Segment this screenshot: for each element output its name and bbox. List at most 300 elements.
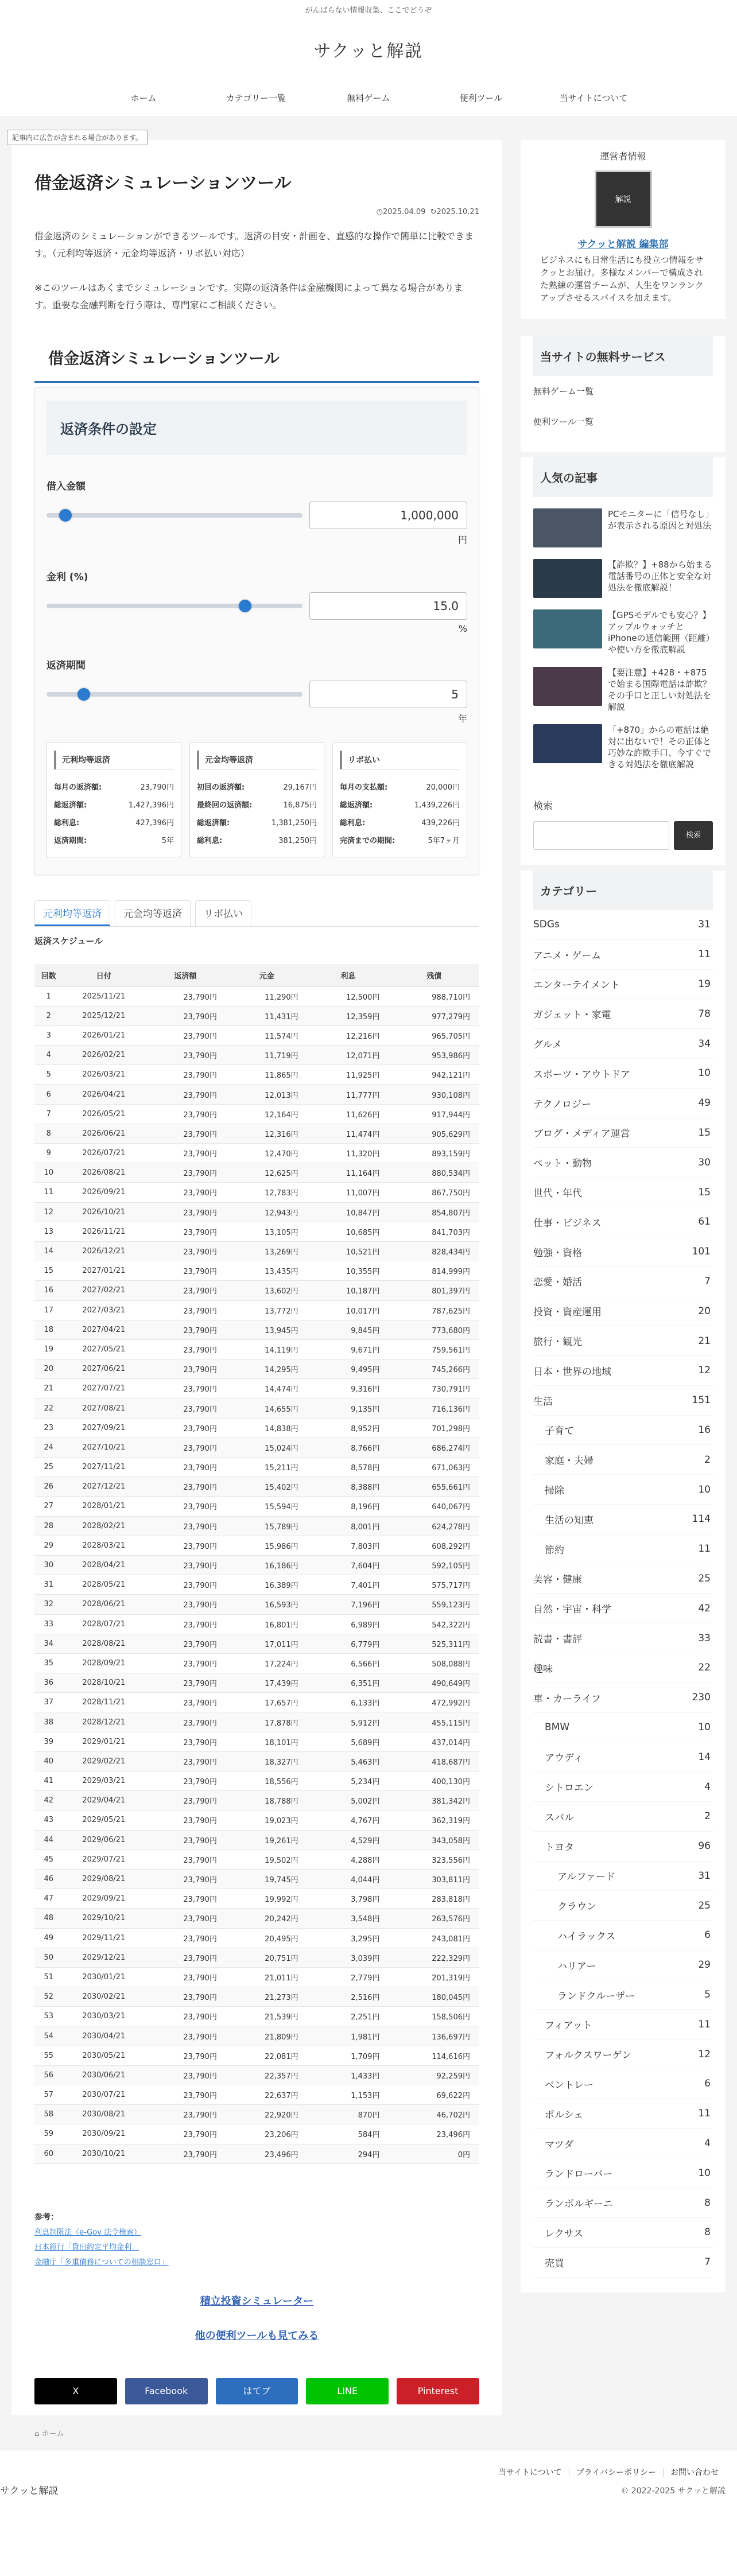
category-item[interactable] [533,1029,713,1059]
card-value: 381,250円 [278,837,317,845]
card-key: 総利息: [340,819,366,827]
table-row [34,1261,479,1281]
table-cell: 41 [34,1771,63,1791]
tab-3[interactable]: リボ払い [195,900,251,926]
table-cell: 2026/01/21 [63,1025,145,1045]
table-row [34,1712,479,1732]
category-item[interactable] [533,1059,713,1089]
category-item[interactable] [533,1118,713,1148]
category-item[interactable] [533,2099,713,2129]
table-cell: 3,039円 [308,1948,389,1967]
range-slider[interactable] [46,692,302,697]
table-cell: 5,463円 [308,1751,389,1771]
table-cell: 23,790円 [145,1771,226,1791]
table-cell: 10,187円 [308,1281,389,1300]
table-cell: 525,311円 [389,1634,479,1653]
table-cell: 23,790円 [145,1124,226,1143]
table-row [34,1104,479,1124]
category-item[interactable] [533,1326,713,1356]
table-row [34,1458,479,1477]
table-cell: 584円 [308,2124,389,2144]
category-item[interactable] [533,1772,713,1802]
table-cell: 1,153円 [308,2085,389,2105]
category-item[interactable] [533,1237,713,1267]
number-input[interactable]: 1,000,000 [309,502,467,529]
nav-item[interactable]: ホーム [130,93,157,103]
category-name: 仕事・ビジネス [533,1217,602,1229]
table-cell: 23,790円 [145,1810,226,1830]
card-row [197,831,317,849]
category-item[interactable] [533,1891,713,1921]
table-cell: 23,790円 [145,1909,226,1928]
table-cell: 2029/01/21 [63,1732,145,1751]
category-item[interactable] [533,940,713,970]
table-row [34,1555,479,1575]
table-cell: 294円 [308,2144,389,2163]
category-item[interactable] [533,1742,713,1772]
table-cell: 5,689円 [308,1732,389,1751]
category-name: 生活 [533,1396,553,1408]
table-header: 日付 [63,964,145,986]
popular-item[interactable] [533,724,713,770]
unit-label: 年 [457,713,467,724]
nav-item[interactable]: 無料ゲーム [347,93,390,103]
search-label: 検索 [533,801,553,812]
category-item[interactable] [533,2188,713,2218]
table-row [34,1437,479,1457]
category-name: 売買 [545,2258,564,2270]
bottom-link[interactable]: 他の便利ツールも見てみる [195,2329,319,2342]
category-name: 恋愛・婚活 [533,1277,582,1289]
card-value: 5年 [161,837,174,845]
category-item[interactable] [533,1951,713,1980]
footer-link[interactable]: 当サイトについて [491,2468,569,2477]
table-cell: 2029/12/21 [63,1948,145,1967]
table-cell: 624,278円 [389,1516,479,1536]
category-name: 家庭・夫婦 [545,1455,594,1467]
table-cell: 36 [34,1673,63,1693]
table-cell: 17,011円 [226,1634,308,1653]
category-count: 15 [698,1186,711,1198]
category-count: 230 [692,1692,711,1704]
table-cell: 814,999円 [389,1261,479,1281]
table-row [34,1575,479,1595]
table-cell: 23,790円 [145,1948,226,1967]
category-name: 掃除 [545,1485,564,1497]
card-key: 初回の返済額: [197,783,245,792]
table-row [34,1222,479,1241]
category-item[interactable] [533,2218,713,2248]
card-row [340,813,460,831]
card-row [197,795,317,813]
site-title[interactable]: サクッと解説 [313,41,424,61]
category-item[interactable] [533,1416,713,1446]
category-item[interactable] [533,1267,713,1297]
table-cell: 15,986円 [226,1536,308,1555]
table-cell: 23,790円 [145,1065,226,1085]
table-cell: 17 [34,1300,63,1320]
nav-item[interactable]: 便利ツール [459,93,503,103]
table-row [34,1202,479,1222]
card-key: 完済までの期間: [340,837,395,845]
table-cell: 23,790円 [145,1869,226,1889]
table-cell: 19,502円 [226,1850,308,1869]
category-name: クラウン [557,1901,596,1913]
table-row [34,1516,479,1536]
slider-knob[interactable] [239,600,251,612]
bottom-links [34,2293,479,2342]
table-cell: 23,790円 [145,1712,226,1732]
share-button[interactable]: Facebook [125,2378,208,2404]
reference-link[interactable]: 日本銀行「貸出約定平均金利」 [34,2243,139,2252]
table-cell: 759,561円 [389,1339,479,1359]
table-cell: 2028/07/21 [63,1614,145,1634]
table-cell: 23,790円 [145,1025,226,1045]
card-key: 総利息: [54,819,80,827]
table-cell: 942,121円 [389,1065,479,1085]
tab-1[interactable]: 元利均等返済 [34,900,110,926]
popular-item[interactable] [533,609,713,655]
popular-title-text: 「+870」からの電話は絶対に出ないで！その正体と巧妙な詐欺手口、今すぐできる対処法を徹底解説 [608,725,712,770]
table-cell: 23,790円 [145,1575,226,1595]
table-cell: 13 [34,1222,63,1241]
table-cell: 56 [34,2065,63,2085]
category-item[interactable] [533,1505,713,1534]
footer-link[interactable]: プライバシーポリシー [569,2468,664,2477]
category-item[interactable] [533,1594,713,1623]
category-count: 34 [698,1038,711,1050]
category-item[interactable] [533,970,713,1000]
table-cell: 23,790円 [145,1516,226,1536]
share-button[interactable]: LINE [306,2378,389,2404]
table-cell: 2028/12/21 [63,1712,145,1732]
category-item[interactable] [533,910,713,940]
category-widget [521,871,726,2293]
number-input[interactable]: 15.0 [309,592,467,620]
category-name: 旅行・観光 [533,1336,582,1349]
category-name: ブログ・メディア運営 [533,1128,630,1140]
table-cell: 43 [34,1810,63,1830]
popular-item[interactable] [533,508,713,547]
table-cell: 2029/07/21 [63,1850,145,1869]
table-cell: 16,186円 [226,1555,308,1575]
category-item[interactable] [533,1683,713,1713]
category-item[interactable] [533,1802,713,1832]
category-item[interactable] [533,1178,713,1207]
category-item[interactable] [533,1356,713,1386]
profile-desc: ビジネスにも日常生活にも役立つ情報をサクッとお届け。多様なメンバーで構成された熟練の運営チームが、人生をワンランクアップさせるスパイスを加えます。 [540,255,704,303]
table-cell: 2026/09/21 [63,1183,145,1202]
table-cell: 988,710円 [389,986,479,1006]
table-cell: 4,044円 [308,1869,389,1889]
card-value: 16,875円 [283,801,317,810]
bottom-link[interactable]: 積立投資シミュレーター [200,2295,314,2307]
table-cell: 7,196円 [308,1595,389,1614]
slider-knob[interactable] [77,688,90,701]
table-cell: 2030/01/21 [63,1967,145,1987]
nav-item[interactable]: 当サイトについて [559,93,628,103]
table-cell: 12,216円 [308,1025,389,1045]
table-header: 残債 [389,964,479,986]
number-input[interactable]: 5 [309,681,467,708]
free-service-link[interactable]: 無料ゲーム一覧 [533,386,594,397]
profile-name[interactable]: サクッと解説 編集部 [577,239,669,250]
card-value: 23,790円 [140,783,174,792]
category-count: 11 [698,1543,711,1555]
table-row [34,1065,479,1085]
table-row [34,986,479,1006]
table-cell: 23,790円 [145,1202,226,1222]
category-item[interactable] [533,2010,713,2039]
popular-item[interactable] [533,559,713,598]
table-cell: 33 [34,1614,63,1634]
category-name: スポーツ・アウトドア [533,1069,630,1081]
sidebar [521,140,726,2293]
table-cell: 20 [34,1359,63,1379]
category-count: 61 [698,1216,711,1228]
table-row [34,1379,479,1398]
table-cell: 46,702円 [389,2105,479,2124]
reference-link[interactable]: 金融庁「多重債務についての相談窓口」 [34,2258,169,2267]
table-cell: 8 [34,1124,63,1143]
card-title: 元金均等返済 [197,751,317,770]
table-cell: 57 [34,2085,63,2105]
table-cell: 2026/05/21 [63,1104,145,1124]
slider-knob[interactable] [59,509,72,522]
table-cell: 114,616円 [389,2046,479,2065]
table-row [34,1006,479,1025]
category-item[interactable] [533,2248,713,2278]
table-cell: 23,496円 [226,2144,308,2163]
range-slider[interactable] [46,513,302,518]
table-cell: 12,316円 [226,1124,308,1143]
category-item[interactable] [533,2158,713,2188]
table-cell: 201,319円 [389,1967,479,1987]
page-title: 借金返済シミュレーションツール [34,173,292,193]
table-header: 元金 [226,964,308,986]
table-cell: 2028/04/21 [63,1555,145,1575]
free-services-title: 当サイトの無料サービス [533,336,713,376]
card-value: 439,226円 [421,819,460,827]
table-cell: 23,790円 [145,1497,226,1516]
share-button[interactable]: X [34,2378,117,2404]
category-item[interactable] [533,1832,713,1862]
table-cell: 787,625円 [389,1300,479,1320]
table-cell: 7 [34,1104,63,1124]
category-count: 25 [698,1572,711,1584]
table-row [34,2124,479,2144]
share-button[interactable]: はてブ [216,2378,298,2404]
table-cell: 11,474円 [308,1124,389,1143]
category-count: 15 [698,1126,711,1139]
search-widget [533,798,713,850]
table-cell: 14,655円 [226,1398,308,1418]
table-cell: 2027/01/21 [63,1261,145,1281]
category-item[interactable] [533,1653,713,1683]
table-cell: 243,081円 [389,1928,479,1948]
search-input[interactable] [533,821,669,850]
category-item[interactable] [533,1475,713,1505]
table-cell: 2027/10/21 [63,1437,145,1457]
table-cell: 22,920円 [226,2105,308,2124]
category-count: 25 [698,1899,711,1911]
category-count: 19 [698,978,711,990]
category-item[interactable] [533,999,713,1029]
category-item[interactable] [533,1564,713,1594]
table-cell: 23,790円 [145,1144,226,1163]
share-button[interactable]: Pinterest [397,2378,479,2404]
category-item[interactable] [533,1445,713,1475]
table-cell: 48 [34,1909,63,1928]
table-cell: 6,779円 [308,1634,389,1653]
table-cell: 11,290円 [226,986,308,1006]
category-count: 96 [698,1840,711,1852]
table-cell: 13,772円 [226,1300,308,1320]
category-item[interactable] [533,1921,713,1951]
category-name: ポルシェ [545,2109,584,2121]
reference-link[interactable]: 利息制限法（e-Gov 法令検索） [34,2228,142,2237]
table-row [34,1614,479,1634]
table-cell: 23,790円 [145,986,226,1006]
category-item[interactable] [533,1207,713,1237]
category-item[interactable] [533,1623,713,1653]
table-cell: 592,105円 [389,1555,479,1575]
category-item[interactable] [533,1386,713,1416]
category-count: 20 [698,1305,711,1317]
table-cell: 11,925円 [308,1065,389,1085]
table-row [34,1536,479,1555]
category-name: 節約 [545,1544,564,1556]
category-item[interactable] [533,1534,713,1564]
table-cell: 15 [34,1261,63,1281]
popular-item[interactable] [533,667,713,713]
table-cell: 362,319円 [389,1810,479,1830]
card-title: 元利均等返済 [54,751,174,770]
table-row [34,2144,479,2163]
table-cell: 870円 [308,2105,389,2124]
table-row [34,1909,479,1928]
range-slider[interactable] [46,604,302,608]
table-cell: 2028/06/21 [63,1595,145,1614]
table-cell: 2028/05/21 [63,1575,145,1595]
table-cell: 2030/07/21 [63,2085,145,2105]
table-cell: 7,803円 [308,1536,389,1555]
table-cell: 18,788円 [226,1791,308,1810]
table-cell: 23,790円 [145,2105,226,2124]
category-name: 日本・世界の地域 [533,1366,611,1378]
table-row [34,1889,479,1909]
category-name: 勉強・資格 [533,1247,582,1259]
table-cell: 6,133円 [308,1693,389,1712]
category-item[interactable] [533,1980,713,2010]
card-row [54,778,174,795]
table-cell: 2026/06/21 [63,1124,145,1143]
table-cell: 2027/06/21 [63,1359,145,1379]
tool-box [34,387,479,875]
table-cell: 23,790円 [145,1104,226,1124]
table-cell: 13,945円 [226,1320,308,1339]
breadcrumb-home[interactable]: ホーム [41,2429,64,2438]
table-cell: 92,259円 [389,2065,479,2085]
table-row [34,1497,479,1516]
table-cell: 23,790円 [145,1751,226,1771]
category-count: 10 [698,1721,711,1733]
table-row [34,1320,479,1339]
table-cell: 31 [34,1575,63,1595]
category-item[interactable] [533,1148,713,1178]
table-cell: 14,119円 [226,1339,308,1359]
category-count: 22 [698,1662,711,1674]
free-service-link[interactable]: 便利ツール一覧 [533,417,594,427]
category-name: 美容・健康 [533,1574,582,1586]
table-cell: 2025/12/21 [63,1006,145,1025]
category-name: アルファード [557,1871,615,1883]
category-item[interactable] [533,1713,713,1743]
table-cell: 21,011円 [226,1967,308,1987]
category-item[interactable] [533,1862,713,1891]
table-cell: 32 [34,1595,63,1614]
category-count: 2 [704,1810,711,1823]
table-cell: 52 [34,1987,63,2007]
category-name: ハイラックス [557,1930,616,1942]
table-cell: 2026/10/21 [63,1202,145,1222]
table-cell: 11,626円 [308,1104,389,1124]
table-cell: 8,952円 [308,1418,389,1437]
table-row [34,1653,479,1673]
table-cell: 4,288円 [308,1850,389,1869]
category-item[interactable] [533,2069,713,2099]
category-item[interactable] [533,1296,713,1326]
category-item[interactable] [533,2129,713,2159]
search-button[interactable]: 検索 [674,821,713,850]
table-cell: 5,002円 [308,1791,389,1810]
table-cell: 12 [34,1202,63,1222]
category-item[interactable] [533,1089,713,1118]
table-cell: 23,790円 [145,1437,226,1457]
table-cell: 7,401円 [308,1575,389,1595]
category-name: 車・カーライフ [533,1693,601,1705]
table-cell: 23,790円 [145,1791,226,1810]
footer-site-name[interactable]: サクッと解説 [0,2485,59,2497]
schedule-label: 返済スケジュール [34,936,103,946]
table-cell: 19,992円 [226,1889,308,1909]
table-row [34,1869,479,1889]
table-cell: 23,790円 [145,1046,226,1065]
card-key: 最終回の返済額: [197,801,253,810]
table-cell: 559,123円 [389,1595,479,1614]
result-card [46,742,181,857]
table-cell: 15,594円 [226,1497,308,1516]
table-cell: 12,625円 [226,1163,308,1183]
card-value: 29,167円 [283,783,317,792]
table-cell: 10,521円 [308,1241,389,1261]
loan-tool [34,336,479,2164]
table-cell: 6,566円 [308,1653,389,1673]
table-cell: 2030/09/21 [63,2124,145,2144]
tab-2[interactable]: 元金均等返済 [115,900,191,926]
category-item[interactable] [533,2039,713,2069]
category-count: 7 [704,2256,711,2268]
category-count: 11 [698,949,711,961]
footer-link[interactable]: お問い合わせ [670,2468,719,2477]
card-value: 20,000円 [426,783,460,792]
table-cell: 23,790円 [145,1163,226,1183]
table-cell: 49 [34,1928,63,1948]
table-cell: 136,697円 [389,2026,479,2046]
table-cell: 2030/04/21 [63,2026,145,2046]
nav-item[interactable]: カテゴリー一覧 [226,93,286,103]
table-cell: 4,767円 [308,1810,389,1830]
